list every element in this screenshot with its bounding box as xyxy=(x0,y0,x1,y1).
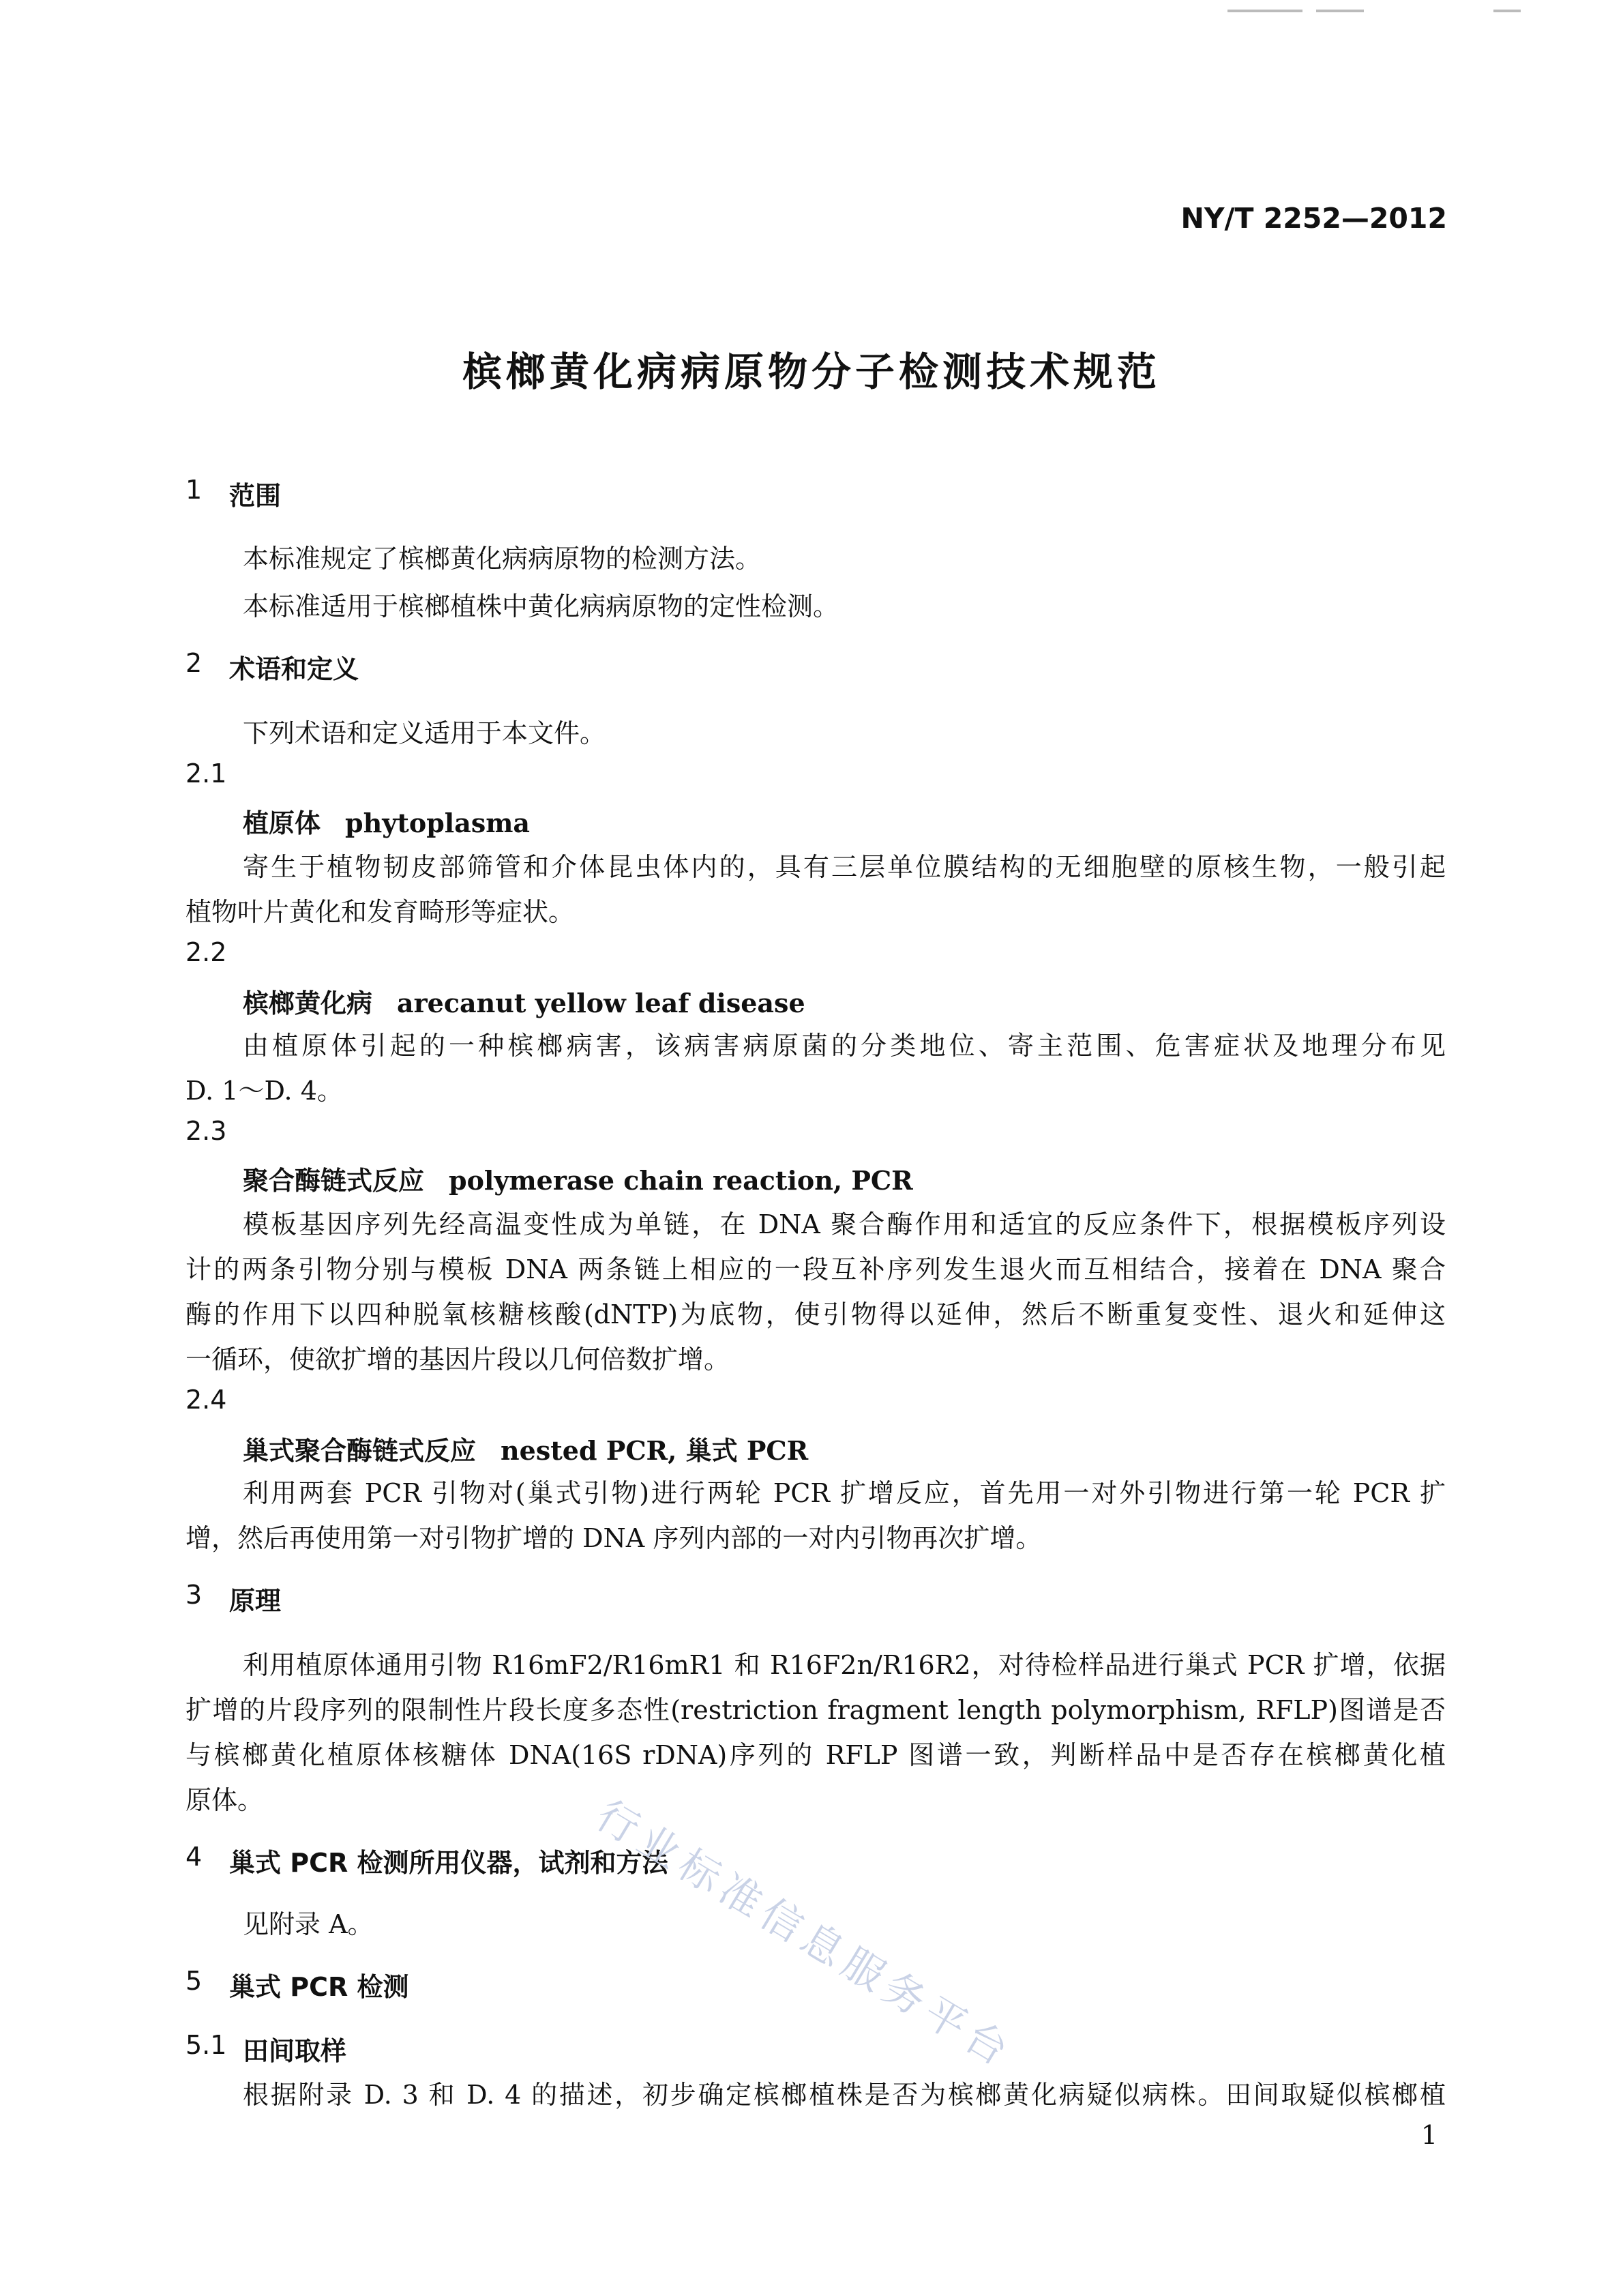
term-2-3-heading xyxy=(243,1160,913,1197)
term-en: arecanut yellow leaf disease xyxy=(397,988,805,1018)
standard-number: NY/T 2252—2012 xyxy=(1180,202,1447,235)
term-zh: 植原体 xyxy=(243,808,321,838)
section-1-number: 1 xyxy=(185,475,203,505)
term-2-3-def-line-1: 模板基因序列先经高温变性成为单链，在 DNA 聚合酶作用和适宜的反应条件下，根据模板序列设 xyxy=(243,1209,1446,1239)
term-2-1-heading xyxy=(243,802,530,840)
section-3-line-4: 原体。 xyxy=(185,1785,264,1815)
scan-mark xyxy=(1493,10,1521,12)
term-zh: 聚合酶链式反应 xyxy=(243,1165,425,1196)
section-2-title: 术语和定义 xyxy=(229,654,359,684)
term-en: nested PCR, 巢式 PCR xyxy=(501,1435,809,1466)
term-en: phytoplasma xyxy=(345,808,531,838)
term-2-1-def-line-1: 寄生于植物韧皮部筛管和介体昆虫体内的，具有三层单位膜结构的无细胞壁的原核生物，一般引起 xyxy=(243,852,1446,882)
watermark: 行业标准信息服务平台 xyxy=(588,1791,1022,2078)
term-2-1-number: 2.1 xyxy=(185,759,227,789)
section-5-number: 5 xyxy=(185,1966,203,1996)
section-5-title: 巢式 PCR 检测 xyxy=(229,1972,409,2002)
term-2-2-def-line-1: 由植原体引起的一种槟榔病害，该病害病原菌的分类地位、寄主范围、危害症状及地理分布见 xyxy=(243,1031,1446,1061)
section-5-1-title: 田间取样 xyxy=(243,2036,347,2066)
term-2-4-def-line-1: 利用两套 PCR 引物对(巢式引物)进行两轮 PCR 扩增反应，首先用一对外引物进行第一轮 PCR 扩 xyxy=(243,1478,1446,1508)
term-zh: 巢式聚合酶链式反应 xyxy=(243,1435,477,1466)
section-1-para-1: 本标准规定了槟榔黄化病病原物的检测方法。 xyxy=(243,544,762,574)
section-1-para-2: 本标准适用于槟榔植株中黄化病病原物的定性检测。 xyxy=(243,591,839,621)
section-4-para-1: 见附录 A。 xyxy=(243,1909,374,1939)
scan-mark xyxy=(1316,10,1364,12)
term-zh: 槟榔黄化病 xyxy=(243,988,373,1018)
section-3-line-1: 利用植原体通用引物 R16mF2/R16mR1 和 R16F2n/R16R2，对待检样品进行巢式 PCR 扩增，依据 xyxy=(243,1650,1446,1680)
term-2-2-heading xyxy=(243,982,805,1020)
term-2-3-def-line-3: 酶的作用下以四种脱氧核糖核酸(dNTP)为底物，使引物得以延伸，然后不断重复变性、退火和延伸这 xyxy=(185,1299,1446,1329)
term-2-4-number: 2.4 xyxy=(185,1385,227,1415)
term-2-2-def-line-2: D. 1～D. 4。 xyxy=(185,1076,343,1106)
term-2-2-number: 2.2 xyxy=(185,937,227,967)
section-3-number: 3 xyxy=(185,1580,203,1610)
section-3-line-2: 扩增的片段序列的限制性片段长度多态性(restriction fragment length polymorphism, RFLP)图谱是否 xyxy=(185,1695,1446,1725)
term-2-3-def-line-4: 一循环，使欲扩增的基因片段以几何倍数扩增。 xyxy=(185,1344,730,1374)
page-title: 槟榔黄化病病原物分子检测技术规范 xyxy=(462,349,1161,395)
scan-mark xyxy=(1227,10,1302,12)
term-2-3-def-line-2: 计的两条引物分别与模板 DNA 两条链上相应的一段互补序列发生退火而互相结合，接着在 DNA 聚合 xyxy=(185,1254,1446,1284)
term-2-4-heading xyxy=(243,1430,808,1467)
term-en: polymerase chain reaction, PCR xyxy=(449,1165,913,1196)
section-5-1-number: 5.1 xyxy=(185,2030,227,2060)
section-5-1-line-1: 根据附录 D. 3 和 D. 4 的描述，初步确定槟榔植株是否为槟榔黄化病疑似病株。田间取疑似槟榔植 xyxy=(243,2080,1446,2110)
page-number: 1 xyxy=(1420,2120,1438,2150)
section-3-title: 原理 xyxy=(229,1586,282,1616)
term-2-3-number: 2.3 xyxy=(185,1116,227,1146)
section-2-number: 2 xyxy=(185,648,203,678)
term-2-4-def-line-2: 增，然后再使用第一对引物扩增的 DNA 序列内部的一对内引物再次扩增。 xyxy=(185,1523,1042,1553)
section-4-number: 4 xyxy=(185,1842,203,1872)
section-2-para-1: 下列术语和定义适用于本文件。 xyxy=(243,718,606,748)
section-4-title: 巢式 PCR 检测所用仪器，试剂和方法 xyxy=(229,1848,668,1878)
section-3-line-3: 与槟榔黄化植原体核糖体 DNA(16S rDNA)序列的 RFLP 图谱一致，判断样品中是否存在槟榔黄化植 xyxy=(185,1740,1446,1770)
term-2-1-def-line-2: 植物叶片黄化和发育畸形等症状。 xyxy=(185,897,575,927)
section-1-title: 范围 xyxy=(229,481,282,511)
